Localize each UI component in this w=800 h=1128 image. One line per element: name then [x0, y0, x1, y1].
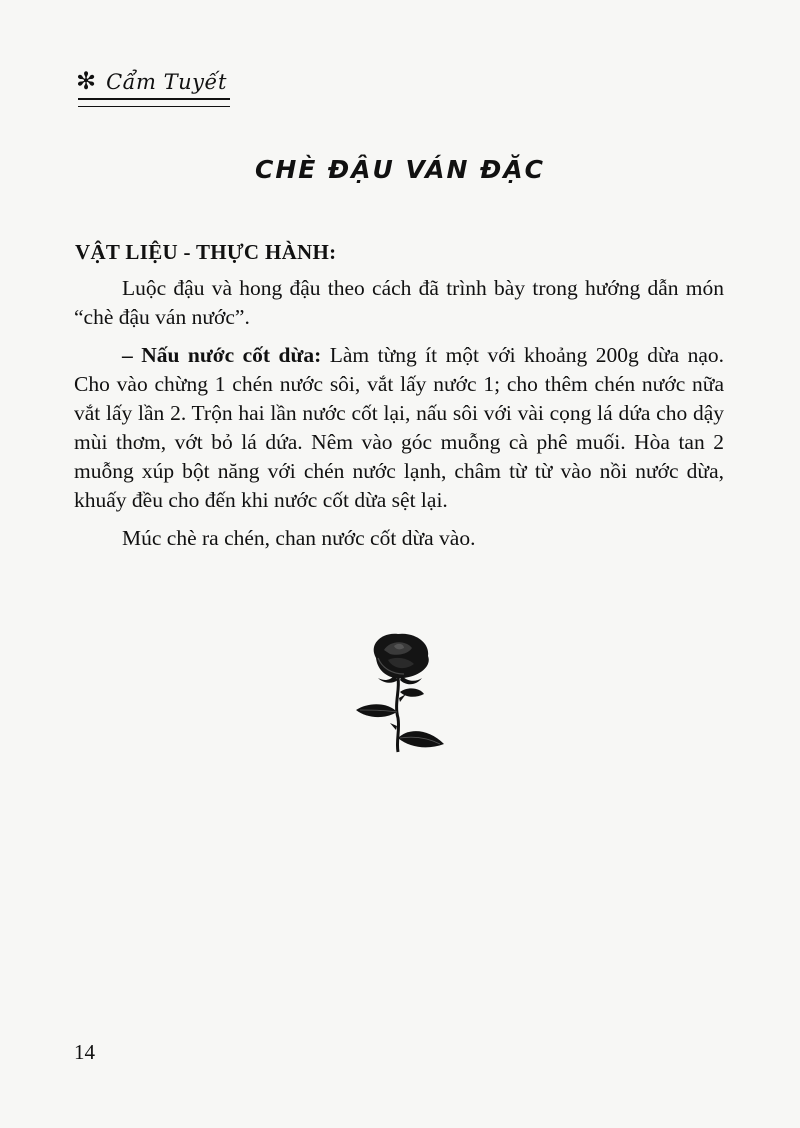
- paragraph-serve: Múc chè ra chén, chan nước cốt dừa vào.: [122, 526, 476, 550]
- rose-icon: [348, 628, 448, 756]
- paragraph-coconut-milk: [74, 341, 724, 515]
- coconut-milk-text: Làm từng ít một với khoảng 200g dừa nạo. Cho vào chừng 1 chén nước sôi, vắt lấy nước 1; cho thêm chén nước nữa vắt lấy lần 2. Trộn hai lần nước cốt lại, nấu sôi với vài cọng lá dứa cho dậy mùi thơm, vớt bỏ lá dứa. Nêm vào góc muỗng cà phê muối. Hòa tan 2 muỗng xúp bột năng với chén nước lạnh, châm từ từ vào nồi nước dừa, khuấy đều cho đến khi nước cốt dừa sệt lại.: [74, 343, 725, 512]
- asterisk-icon: ✻: [76, 69, 97, 95]
- recipe-body: [74, 274, 724, 562]
- section-heading: VẬT LIỆU - THỰC HÀNH:: [75, 240, 337, 264]
- author-name: Cẩm Tuyết: [106, 70, 227, 94]
- header-underline: [78, 98, 230, 107]
- recipe-title: CHÈ ĐẬU VÁN ĐẶC: [255, 155, 545, 184]
- paragraph-boil-beans: Luộc đậu và hong đậu theo cách đã trình bày trong hướng dẫn món “chè đậu ván nước”.: [74, 276, 724, 329]
- running-header: [76, 70, 227, 94]
- page-number: 14: [74, 1040, 95, 1064]
- coconut-milk-lead: – Nấu nước cốt dừa:: [122, 343, 322, 367]
